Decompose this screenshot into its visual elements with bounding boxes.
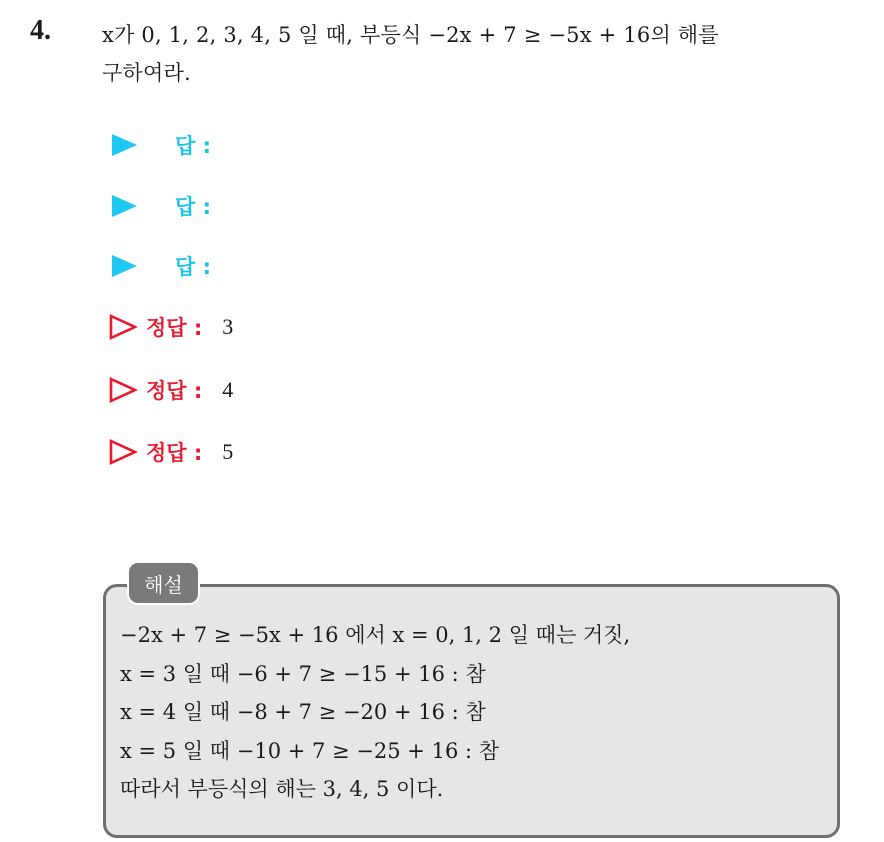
correct-answer-label: 정답 :	[146, 379, 203, 403]
filled-triangle-icon	[112, 255, 137, 277]
explanation-line: −2x + 7 ≥ −5x + 16 에서 x = 0, 1, 2 일 때는 거짓,	[120, 623, 631, 647]
explanation-content	[120, 616, 830, 809]
question-line-2: 구하여라.	[102, 61, 191, 85]
outline-triangle-icon	[108, 438, 138, 466]
filled-triangle-icon	[112, 195, 137, 217]
explanation-line: x = 4 일 때 −8 + 7 ≥ −20 + 16 : 참	[120, 700, 486, 724]
answer-blank-label: 답 :	[175, 255, 211, 279]
question-number: 4.	[30, 15, 51, 46]
explanation-line: 따라서 부등식의 해는 3, 4, 5 이다.	[120, 777, 444, 801]
filled-triangle-icon	[112, 134, 137, 156]
answer-blank-row	[108, 128, 211, 162]
question-text	[102, 16, 872, 92]
question-line-1: x가 0, 1, 2, 3, 4, 5 일 때, 부등식 −2x + 7 ≥ −5x + 16의 해를	[102, 23, 719, 47]
explanation-tag: 해설	[129, 563, 198, 603]
outline-triangle-icon	[108, 313, 138, 341]
explanation-line: x = 3 일 때 −6 + 7 ≥ −15 + 16 : 참	[120, 661, 486, 686]
correct-answer-label: 정답 :	[146, 316, 203, 340]
answer-blank-label: 답 :	[175, 134, 211, 158]
correct-answer-value: 4	[222, 377, 234, 402]
outline-triangle-icon	[108, 376, 138, 404]
correct-answer-row	[108, 373, 233, 407]
correct-answer-label: 정답 :	[146, 441, 203, 465]
correct-answer-row	[108, 310, 233, 344]
correct-answer-value: 5	[222, 439, 234, 464]
answer-blank-row	[108, 249, 211, 283]
explanation-line: x = 5 일 때 −10 + 7 ≥ −25 + 16 : 참	[120, 738, 500, 763]
answer-blank-label: 답 :	[175, 195, 211, 219]
correct-answer-value: 3	[222, 314, 234, 339]
answer-blank-row	[108, 189, 211, 223]
correct-answer-row	[108, 435, 233, 469]
